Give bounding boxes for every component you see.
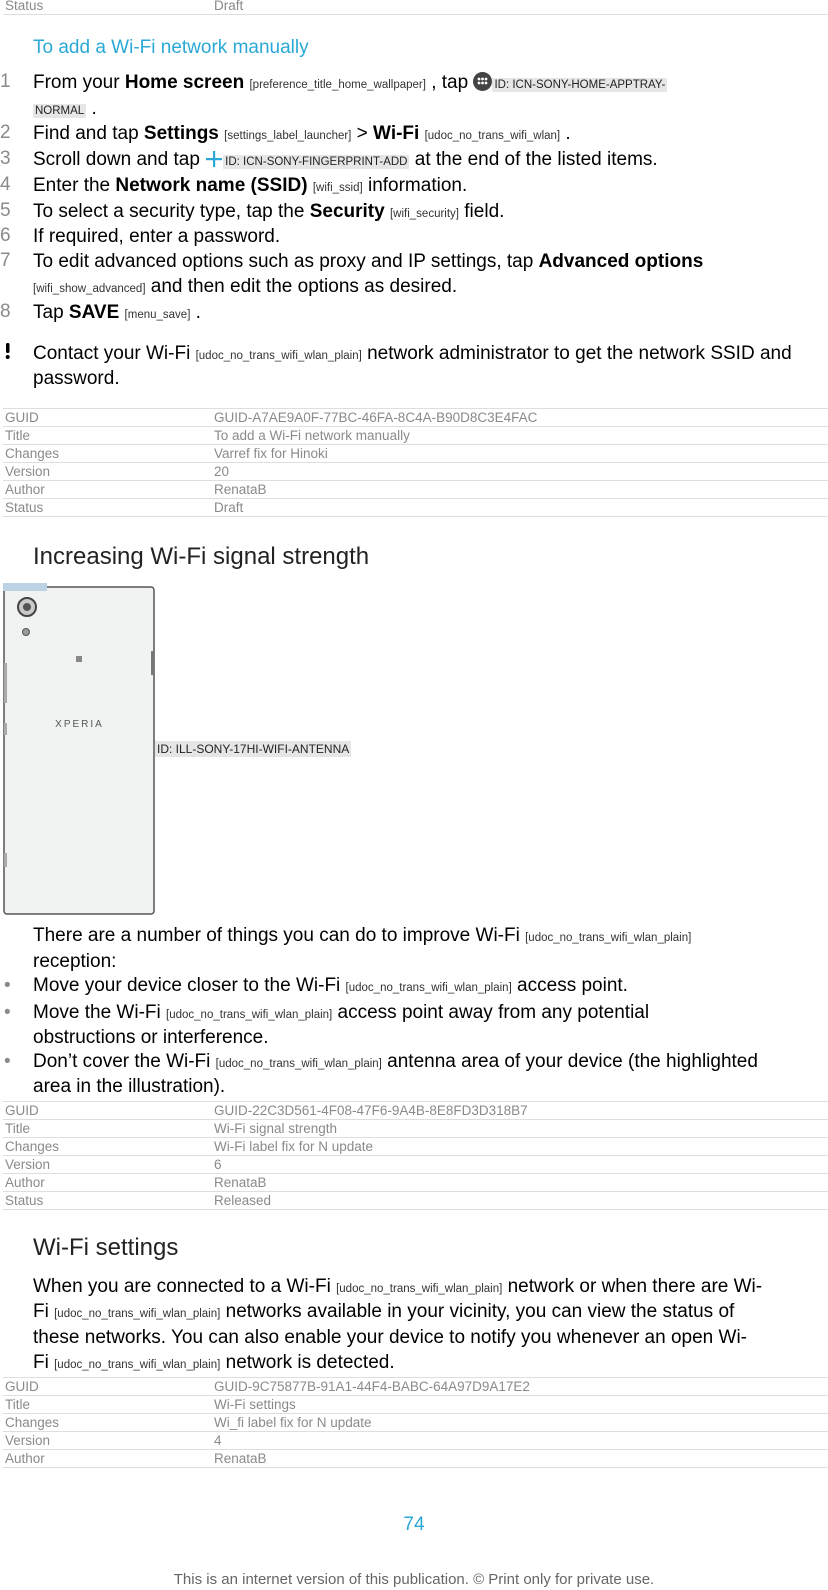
illustration-id-label: ID: ILL-SONY-17HI-WIFI-ANTENNA (157, 742, 350, 756)
meta-table-settings (3, 1377, 828, 1468)
table-row: Title Wi-Fi settings (3, 1396, 828, 1414)
step-number: 4 (0, 174, 11, 195)
step-number: 6 (0, 225, 11, 246)
table-row: Title Wi-Fi signal strength (3, 1120, 828, 1138)
step-number: 5 (0, 200, 11, 221)
footer-note: This is an internet version of this publication. © Print only for private use. (173, 1571, 655, 1588)
table-row: Author RenataB (3, 481, 828, 499)
wifi-label: Wi-Fi (373, 123, 420, 144)
add-plus-icon (205, 150, 223, 168)
table-row: Author RenataB (3, 1450, 828, 1468)
app-tray-icon (473, 72, 492, 91)
step-7: To edit advanced options such as proxy and IP settings, tap Advanced options (33, 251, 704, 272)
icon-id-label: ID: ICN-SONY-HOME-APPTRAY- (494, 79, 666, 91)
list-item: Move the Wi-Fi [udoc_no_trans_wifi_wlan_plain] access point away from any potential (33, 1002, 650, 1023)
icon-id-label: ID: ICN-SONY-FINGERPRINT-ADD (225, 156, 408, 168)
step-number: 7 (0, 250, 11, 271)
page-number: 74 (403, 1514, 425, 1535)
table-row: Version 6 (3, 1156, 828, 1174)
list-item-cont: area in the illustration). (33, 1076, 226, 1097)
table-row: Status Draft (3, 0, 828, 15)
step-number: 1 (0, 71, 11, 92)
signal-intro-cont: reception: (33, 951, 117, 972)
section-heading-manual: To add a Wi-Fi network manually (33, 37, 309, 58)
table-row: GUID GUID-A7AE9A0F-77BC-46FA-8C4A-B90D8C3E4FAC (3, 409, 828, 427)
step-5: To select a security type, tap the Security [wifi_security] field. (33, 201, 505, 222)
settings-label: Settings (143, 123, 219, 144)
table-row: Changes Wi-Fi label fix for N update (3, 1138, 828, 1156)
step-4: Enter the Network name (SSID) [wifi_ssid] information. (33, 175, 468, 196)
settings-para-line: these networks. You can also enable your device to notify you whenever an open Wi- (33, 1327, 747, 1348)
signal-intro: There are a number of things you can do to improve Wi-Fi [udoc_no_trans_wifi_wlan_plain] (33, 925, 692, 946)
table-row: Status Draft (3, 499, 828, 517)
table-row: Version 20 (3, 463, 828, 481)
table-row: Status Released (3, 1192, 828, 1210)
note-cont: password. (33, 368, 120, 389)
table-row: Changes Varref fix for Hinoki (3, 445, 828, 463)
phone-brand: XPERIA (55, 719, 104, 730)
step-2: Find and tap Settings [settings_label_launcher] > Wi-Fi [udoc_no_trans_wifi_wlan] . (33, 123, 571, 144)
meta-table-manual (3, 408, 828, 517)
table-row: Version 4 (3, 1432, 828, 1450)
step-3: Scroll down and tap ID: ICN-SONY-FINGERPRINT-ADD at the end of the listed items. (33, 149, 658, 170)
settings-para-line: When you are connected to a Wi-Fi [udoc_no_trans_wifi_wlan_plain] network or when there are Wi- (33, 1276, 763, 1297)
table-row: Author RenataB (3, 1174, 828, 1192)
table-row: GUID GUID-22C3D561-4F08-47F6-9A4B-8E8FD3D318B7 (3, 1102, 828, 1120)
settings-para-line: Fi [udoc_no_trans_wifi_wlan_plain] network is detected. (33, 1352, 395, 1373)
step-number: 3 (0, 148, 11, 169)
list-item: Don’t cover the Wi-Fi [udoc_no_trans_wifi_wlan_plain] antenna area of your device (the highlighted (33, 1051, 758, 1072)
note: Contact your Wi-Fi [udoc_no_trans_wifi_wlan_plain] network administrator to get the network SSID and (33, 343, 792, 364)
step-1-cont: NORMAL . (35, 98, 97, 119)
step-8: Tap SAVE [menu_save] . (33, 302, 201, 323)
step-number: 2 (0, 122, 11, 143)
step-number: 8 (0, 301, 11, 322)
step-1: From your Home screen [preference_title_home_wallpaper] , tap ID: ICN-SONY-HOME-APPTRAY- (33, 72, 666, 93)
meta-table-signal (3, 1101, 828, 1210)
list-item-cont: obstructions or interference. (33, 1027, 269, 1048)
table-row: Title To add a Wi-Fi network manually (3, 427, 828, 445)
step-6: If required, enter a password. (33, 226, 281, 247)
section-heading-settings: Wi-Fi settings (33, 1234, 179, 1261)
phone-illustration (3, 583, 156, 916)
section-heading-signal: Increasing Wi-Fi signal strength (33, 543, 370, 570)
table-row: GUID GUID-9C75877B-91A1-44F4-BABC-64A97D9A17E2 (3, 1378, 828, 1396)
settings-para-line: Fi [udoc_no_trans_wifi_wlan_plain] networks available in your vicinity, you can view the status of (33, 1301, 735, 1322)
step-7-cont: [wifi_show_advanced] and then edit the options as desired. (33, 276, 458, 297)
table-row: Changes Wi_fi label fix for N update (3, 1414, 828, 1432)
meta-table-top (3, 0, 828, 15)
list-item: Move your device closer to the Wi-Fi [udoc_no_trans_wifi_wlan_plain] access point. (33, 975, 628, 996)
home-screen-label: Home screen (124, 72, 245, 93)
warning-icon (2, 341, 14, 361)
